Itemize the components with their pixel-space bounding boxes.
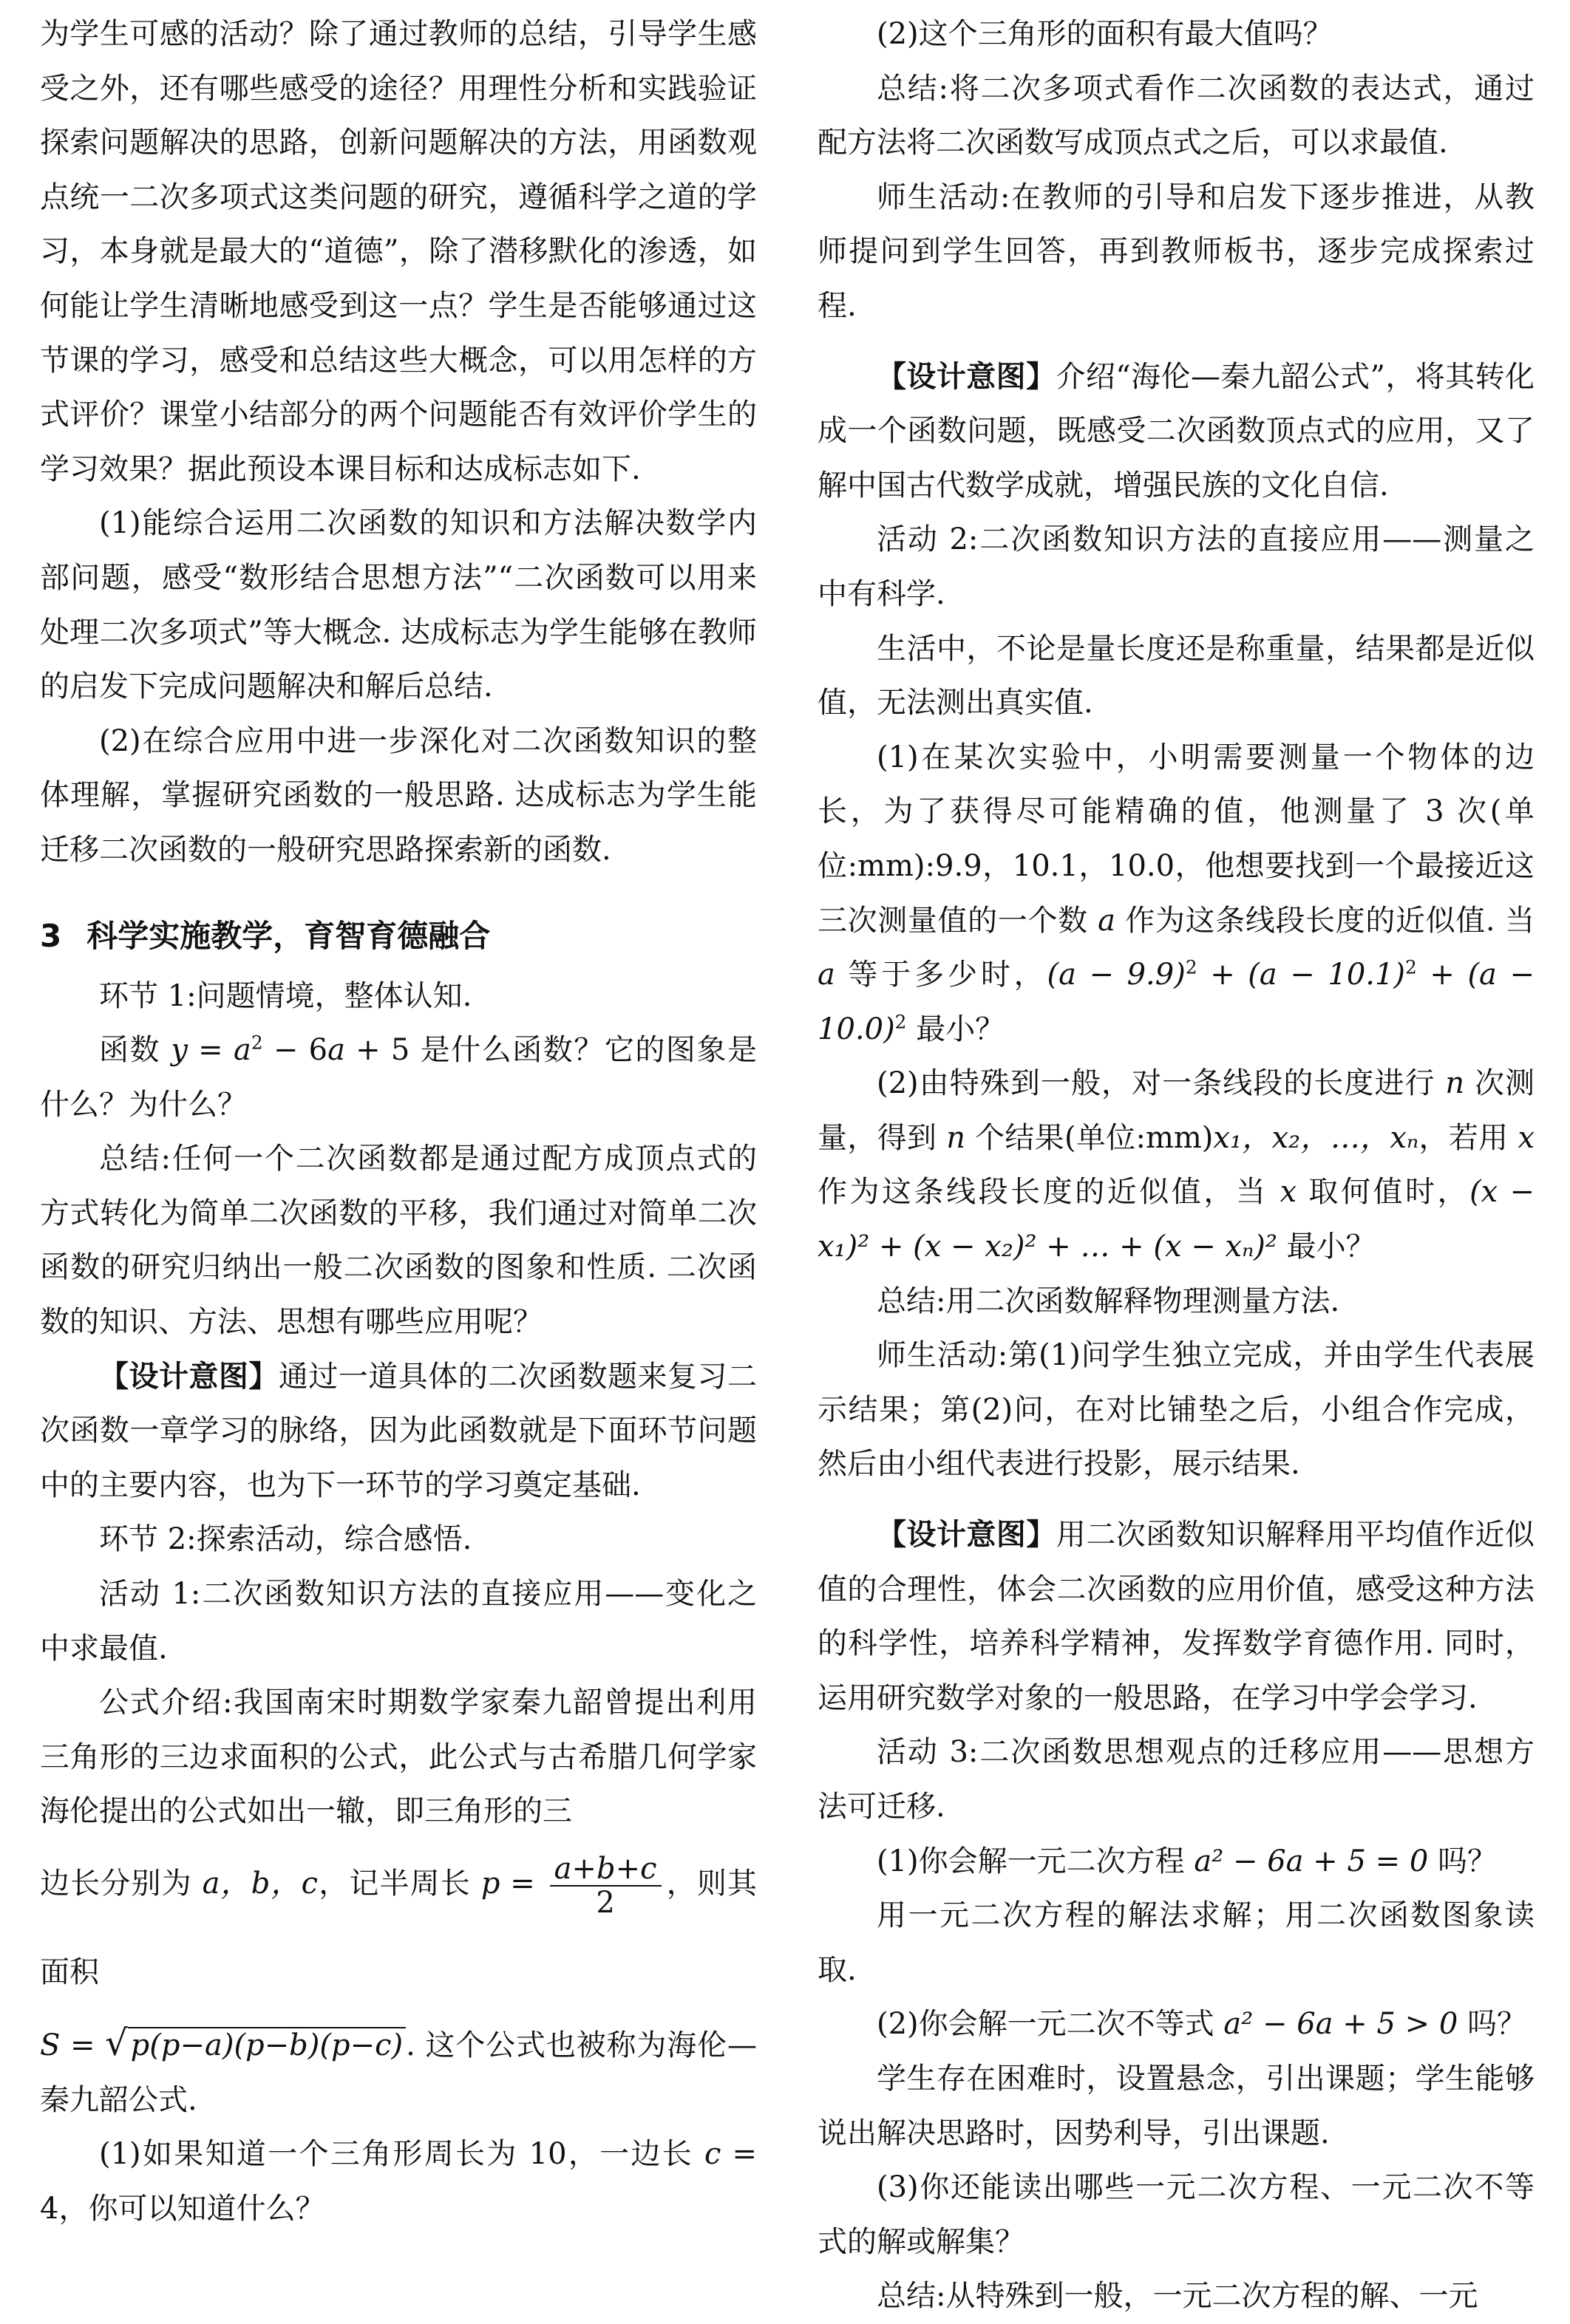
life-paragraph: 生活中，不论是量长度还是称重量，结果都是近似值，无法测出真实值. [818, 631, 1535, 720]
step-2-paragraph: 环节 2:探索活动，综合感悟. [99, 1522, 472, 1557]
section-title: 科学实施教学，育智育德融合 [86, 917, 491, 954]
step-1-paragraph: 环节 1:问题情境，整体认知. [99, 978, 472, 1013]
intro-paragraph: 为学生可感的活动？除了通过教师的总结，引导学生感受之外，还有哪些感受的途径？用理性分析和实践验证探索问题解决的思路，创新问题解决的方法，用函数观点统一二次多项式这类问题的研究，遵循科学之道的学习，本身就是最大的“道德”，除了潜移默化的渗透，如何能让学生清晰地感受到这一点？学生是否能够通过这节课的学习，感受和总结这些大概念，可以用怎样的方式评价？课堂小结部分的两个问题能否有效评价学生的学习效果？据此预设本课目标和达成标志如下. [40, 17, 757, 486]
goal-2-paragraph: (2)在综合应用中进一步深化对二次函数知识的整体理解，掌握研究函数的一般思路. 达成标志为学生能迁移二次函数的一般研究思路探索新的函数. [40, 723, 757, 867]
measurement-question-2: (2)由特殊到一般，对一条线段的长度进行 n 次测量，得到 n 个结果(单位:mm)x₁，x₂，…，xₙ，若用 x 作为这条线段长度的近似值，当 x 取何值时，(x − x₁)² + (x − x₂)² + … + (x − xₙ)² 最小？ [818, 1066, 1535, 1264]
exercise-3-paragraph: (3)你还能读出哪些一元二次方程、一元二次不等式的解或解集？ [818, 2170, 1535, 2259]
question-2-paragraph: (2)这个三角形的面积有最大值吗？ [877, 17, 1333, 51]
goal-1-paragraph: (1)能综合运用二次函数的知识和方法解决数学内部问题，感受“数形结合思想方法”“二次函数可以用来处理二次多项式”等大概念. 达成标志为学生能够在教师的启发下完成问题解决和解后总结. [40, 506, 757, 704]
square-root: √ p(p−a)(p−b)(p−c) [105, 2017, 406, 2073]
teacher-student-activity-1: 师生活动:在教师的引导和启发下逐步推进，从教师提问到学生回答，再到教师板书，逐步完成探索过程. [818, 180, 1535, 323]
exercise-2-answer: 学生存在困难时，设置悬念，引出课题；学生能够说出解决思路时，因势利导，引出课题. [818, 2061, 1535, 2150]
activity-1-paragraph: 活动 1:二次函数知识方法的直接应用——变化之中求最值. [40, 1577, 757, 1666]
activity-2-paragraph: 活动 2:二次函数知识方法的直接应用——测量之中有科学. [818, 522, 1535, 611]
heron-formula-line: S = √ p(p−a)(p−b)(p−c) . 这个公式也被称为海伦—秦九韶公式. [40, 2017, 757, 2127]
semi-perimeter-fraction: $\frac{a+b+c}{2}$ [550, 1853, 662, 1919]
question-1-paragraph: (1)如果知道一个三角形周长为 10，一边长 c = 4，你可以知道什么？ [40, 2137, 757, 2226]
design-intent-3-paragraph: 【设计意图】用二次函数知识解释用平均值作近似值的合理性，体会二次函数的应用价值，感受这种方法的科学性，培养科学精神，发挥数学育德作用. 同时，运用研究数学对象的一般思路，在学习中学会学习. [818, 1518, 1535, 1715]
exercise-1-answer: 用一元二次方程的解法求解；用二次函数图象读取. [818, 1898, 1535, 1987]
summary-1-paragraph: 总结:任何一个二次函数都是通过配方成顶点式的方式转化为简单二次函数的平移，我们通过对简单二次函数的研究归纳出一般二次函数的图象和性质. 二次函数的知识、方法、思想有哪些应用呢？ [40, 1142, 757, 1340]
design-intent-tag: 【设计意图】 [877, 1518, 1056, 1553]
design-intent-tag: 【设计意图】 [99, 1359, 279, 1394]
exercise-2-paragraph: (2)你会解一元二次不等式 a² − 6a + 5 > 0 吗？ [877, 2007, 1527, 2042]
summary-3-paragraph: 总结:用二次函数解释物理测量方法. [877, 1284, 1340, 1318]
section-number: 3 [40, 917, 62, 954]
design-intent-tag: 【设计意图】 [877, 359, 1056, 394]
right-column [818, 7, 1535, 2324]
teacher-student-activity-2: 师生活动:第(1)问学生独立完成，并由学生代表展示结果；第(2)问，在对比铺垫之后，小组合作完成，然后由小组代表进行投影，展示结果. [818, 1338, 1535, 1482]
summary-4-paragraph: 总结:从特殊到一般，一元二次方程的解、一元 [877, 2279, 1478, 2314]
semi-perimeter-line: 边长分别为 a，b，c，记半周长 p = $\frac{a+b+c}{2}$ ，则其面积 [40, 1852, 758, 1989]
section-heading [40, 910, 757, 962]
formula-intro-paragraph: 公式介绍:我国南宋时期数学家秦九韶曾提出利用三角形的三边求面积的公式，此公式与古希腊几何学家海伦提出的公式如出一辙，即三角形的三 [40, 1686, 757, 1829]
design-intent-2-paragraph: 【设计意图】介绍“海伦—秦九韶公式”，将其转化成一个函数问题，既感受二次函数顶点式的应用，又了解中国古代数学成就，增强民族的文化自信. [818, 359, 1535, 502]
left-column [40, 7, 757, 2236]
measurement-question-1: (1)在某次实验中，小明需要测量一个物体的边长，为了获得尽可能精确的值，他测量了 3 次(单位:mm):9.9，10.1，10.0，他想要找到一个最接近这三次测量值的一个数 a 作为这条线段长度的近似值. 当 a 等于多少时，$(a - 9.9)^2 + (a - 10.1)^2 + (a - 10.0)^2$ 最小？ [818, 740, 1535, 1046]
activity-3-paragraph: 活动 3:二次函数思想观点的迁移应用——思想方法可迁移. [818, 1735, 1535, 1824]
exercise-1-paragraph: (1)你会解一元二次方程 a² − 6a + 5 = 0 吗？ [877, 1844, 1498, 1878]
function-question-paragraph: 函数 $y = a^2 - 6a + 5$ 是什么函数？它的图象是什么？为什么？ [40, 1032, 757, 1122]
summary-2-paragraph: 总结:将二次多项式看作二次函数的表达式，通过配方法将二次函数写成顶点式之后，可以求最值. [818, 71, 1535, 160]
design-intent-1-paragraph: 【设计意图】通过一道具体的二次函数题来复习二次函数一章学习的脉络，因为此函数就是下面环节问题中的主要内容，也为下一环节的学习奠定基础. [40, 1359, 758, 1502]
